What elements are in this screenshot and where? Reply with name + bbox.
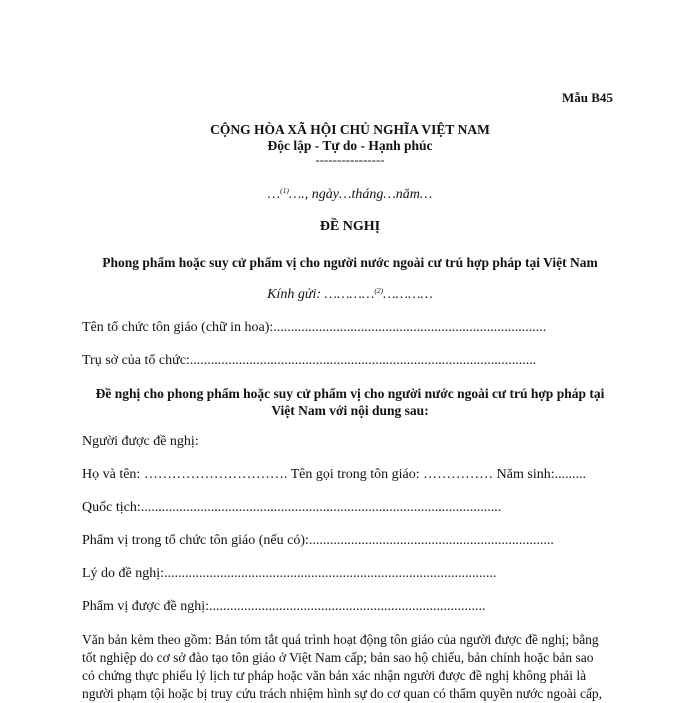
- proposed-rank-field: Phẩm vị được đề nghị:...............................................................................: [82, 599, 486, 614]
- recipient-label: Kính gửi: …………: [267, 287, 375, 302]
- national-motto: Độc lập - Tự do - Hạnh phúc: [267, 138, 433, 153]
- document-title: ĐỀ NGHỊ: [319, 219, 381, 234]
- attachments-line-3: có chứng thực phiếu lý lịch tư pháp hoặc văn bản xác nhận người được đề nghị không phải là: [82, 668, 587, 683]
- org-address-field: Trụ sở của tổ chức:...................................................................................................: [82, 353, 537, 368]
- reason-field: Lý do đề nghị:...............................................................................................: [82, 566, 497, 581]
- current-rank-field: Phẩm vị trong tổ chức tôn giáo (nếu có):......................................................................: [82, 533, 554, 548]
- date-placeholder: …., ngày…tháng…năm…: [288, 187, 433, 202]
- recipient-placeholder: …………: [383, 287, 433, 302]
- proposal-heading-line-2: Việt Nam với nội dung sau:: [271, 403, 429, 418]
- document-subject: Phong phẩm hoặc suy cử phẩm vị cho người nước ngoài cư trú hợp pháp tại Việt Nam: [102, 255, 598, 270]
- footnote-marker-1: (1): [280, 186, 289, 195]
- nominee-label: Người được đề nghị:: [82, 434, 199, 449]
- attachments-line-2: tốt nghiệp do cơ sở đào tạo tôn giáo ở Việt Nam cấp; bản sao hộ chiếu, bản chính hoặc bản sao: [82, 650, 594, 665]
- proposal-heading-line-1: Đề nghị cho phong phẩm hoặc suy cử phẩm vị cho người nước ngoài cư trú hợp pháp tại: [95, 386, 605, 401]
- attachments-paragraph: [82, 631, 622, 703]
- header-rule: ----------------: [315, 152, 385, 167]
- recipient-line: [0, 287, 700, 303]
- place-date-line: [0, 187, 700, 203]
- form-code: Mẫu B45: [562, 90, 613, 105]
- footnote-marker-2: (2): [374, 286, 384, 295]
- country-name: CỘNG HÒA XÃ HỘI CHỦ NGHĨA VIỆT NAM: [210, 122, 490, 137]
- attachments-line-4: người phạm tội hoặc bị truy cứu trách nhiệm hình sự do cơ quan có thẩm quyền nước ngoài cấp,: [82, 686, 603, 701]
- fullname-field: Họ và tên: …………………………. Tên gọi trong tôn giáo: …………… Năm sinh:.........: [82, 467, 587, 482]
- place-placeholder: …: [267, 187, 281, 202]
- nationality-field: Quốc tịch:.......................................................................................................: [82, 500, 502, 515]
- attachments-line-1: Văn bản kèm theo gồm: Bản tóm tắt quá trình hoạt động tôn giáo của người được đề nghị; bằng: [82, 632, 599, 647]
- org-name-field: Tên tổ chức tôn giáo (chữ in hoa):..............................................................................: [82, 320, 547, 335]
